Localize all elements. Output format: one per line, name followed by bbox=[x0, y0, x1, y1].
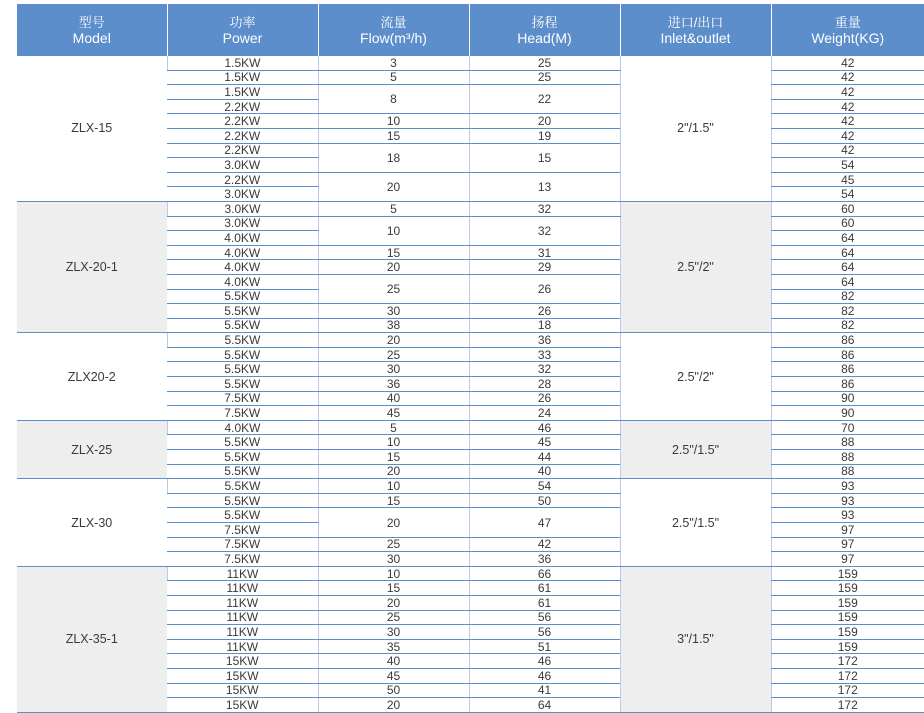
weight-cell: 42 bbox=[771, 128, 924, 143]
head-cell: 20 bbox=[469, 114, 620, 129]
inlet-outlet-cell: 2.5"/1.5" bbox=[620, 479, 771, 567]
weight-cell: 82 bbox=[771, 304, 924, 319]
power-cell: 5.5KW bbox=[167, 464, 318, 479]
weight-cell: 90 bbox=[771, 391, 924, 406]
flow-cell: 25 bbox=[318, 537, 469, 552]
head-cell: 26 bbox=[469, 304, 620, 319]
power-cell: 11KW bbox=[167, 610, 318, 625]
flow-cell: 25 bbox=[318, 610, 469, 625]
weight-cell: 64 bbox=[771, 260, 924, 275]
weight-cell: 45 bbox=[771, 172, 924, 187]
flow-cell: 10 bbox=[318, 216, 469, 245]
flow-cell: 20 bbox=[318, 333, 469, 348]
flow-cell: 35 bbox=[318, 639, 469, 654]
model-cell: ZLX20-2 bbox=[17, 333, 167, 421]
weight-cell: 42 bbox=[771, 114, 924, 129]
weight-cell: 86 bbox=[771, 347, 924, 362]
power-cell: 11KW bbox=[167, 566, 318, 581]
weight-cell: 64 bbox=[771, 245, 924, 260]
power-cell: 7.5KW bbox=[167, 523, 318, 538]
flow-cell: 30 bbox=[318, 625, 469, 640]
power-cell: 15KW bbox=[167, 654, 318, 669]
weight-cell: 86 bbox=[771, 377, 924, 392]
flow-cell: 25 bbox=[318, 347, 469, 362]
head-cell: 26 bbox=[469, 391, 620, 406]
head-cell: 22 bbox=[469, 85, 620, 114]
table-row bbox=[17, 479, 924, 494]
weight-cell: 82 bbox=[771, 289, 924, 304]
power-cell: 5.5KW bbox=[167, 347, 318, 362]
weight-cell: 86 bbox=[771, 362, 924, 377]
head-cell: 26 bbox=[469, 274, 620, 303]
power-cell: 15KW bbox=[167, 698, 318, 713]
head-cell: 28 bbox=[469, 377, 620, 392]
power-cell: 2.2KW bbox=[167, 99, 318, 114]
table-row bbox=[17, 201, 924, 216]
flow-cell: 20 bbox=[318, 260, 469, 275]
flow-cell: 20 bbox=[318, 595, 469, 610]
power-cell: 5.5KW bbox=[167, 508, 318, 523]
model-cell: ZLX-30 bbox=[17, 479, 167, 567]
flow-cell: 10 bbox=[318, 435, 469, 450]
flow-cell: 30 bbox=[318, 304, 469, 319]
power-cell: 3.0KW bbox=[167, 187, 318, 202]
power-cell: 2.2KW bbox=[167, 128, 318, 143]
inlet-outlet-cell: 2.5"/1.5" bbox=[620, 420, 771, 478]
model-cell: ZLX-25 bbox=[17, 420, 167, 478]
head-cell: 32 bbox=[469, 362, 620, 377]
table-row bbox=[17, 566, 924, 581]
power-cell: 5.5KW bbox=[167, 333, 318, 348]
head-cell: 32 bbox=[469, 216, 620, 245]
head-cell: 18 bbox=[469, 318, 620, 333]
weight-cell: 64 bbox=[771, 231, 924, 246]
header-head: 扬程 Head(M) bbox=[469, 4, 620, 56]
flow-cell: 36 bbox=[318, 377, 469, 392]
power-cell: 2.2KW bbox=[167, 172, 318, 187]
head-cell: 25 bbox=[469, 56, 620, 70]
head-cell: 46 bbox=[469, 420, 620, 435]
weight-cell: 54 bbox=[771, 158, 924, 173]
header-row bbox=[17, 4, 924, 56]
inlet-outlet-cell: 3"/1.5" bbox=[620, 566, 771, 712]
weight-cell: 70 bbox=[771, 420, 924, 435]
table-row bbox=[17, 420, 924, 435]
power-cell: 7.5KW bbox=[167, 537, 318, 552]
weight-cell: 42 bbox=[771, 143, 924, 158]
power-cell: 2.2KW bbox=[167, 114, 318, 129]
head-cell: 15 bbox=[469, 143, 620, 172]
flow-cell: 38 bbox=[318, 318, 469, 333]
head-cell: 32 bbox=[469, 201, 620, 216]
head-cell: 50 bbox=[469, 493, 620, 508]
power-cell: 3.0KW bbox=[167, 201, 318, 216]
inlet-outlet-cell: 2.5"/2" bbox=[620, 333, 771, 421]
power-cell: 7.5KW bbox=[167, 406, 318, 421]
flow-cell: 15 bbox=[318, 128, 469, 143]
weight-cell: 42 bbox=[771, 85, 924, 100]
weight-cell: 159 bbox=[771, 625, 924, 640]
head-cell: 13 bbox=[469, 172, 620, 201]
head-cell: 51 bbox=[469, 639, 620, 654]
weight-cell: 82 bbox=[771, 318, 924, 333]
head-cell: 64 bbox=[469, 698, 620, 713]
power-cell: 5.5KW bbox=[167, 362, 318, 377]
power-cell: 4.0KW bbox=[167, 231, 318, 246]
head-cell: 25 bbox=[469, 70, 620, 85]
weight-cell: 54 bbox=[771, 187, 924, 202]
weight-cell: 159 bbox=[771, 566, 924, 581]
power-cell: 5.5KW bbox=[167, 479, 318, 494]
head-cell: 56 bbox=[469, 625, 620, 640]
flow-cell: 10 bbox=[318, 114, 469, 129]
power-cell: 2.2KW bbox=[167, 143, 318, 158]
flow-cell: 10 bbox=[318, 479, 469, 494]
head-cell: 47 bbox=[469, 508, 620, 537]
flow-cell: 50 bbox=[318, 683, 469, 698]
flow-cell: 3 bbox=[318, 56, 469, 70]
weight-cell: 97 bbox=[771, 537, 924, 552]
head-cell: 33 bbox=[469, 347, 620, 362]
weight-cell: 60 bbox=[771, 201, 924, 216]
power-cell: 11KW bbox=[167, 625, 318, 640]
flow-cell: 20 bbox=[318, 698, 469, 713]
table-header bbox=[17, 4, 924, 56]
table-row bbox=[17, 333, 924, 348]
inlet-outlet-cell: 2.5"/2" bbox=[620, 201, 771, 332]
head-cell: 45 bbox=[469, 435, 620, 450]
weight-cell: 159 bbox=[771, 610, 924, 625]
header-weight: 重量 Weight(KG) bbox=[771, 4, 924, 56]
flow-cell: 30 bbox=[318, 552, 469, 567]
weight-cell: 172 bbox=[771, 683, 924, 698]
power-cell: 15KW bbox=[167, 668, 318, 683]
power-cell: 5.5KW bbox=[167, 377, 318, 392]
pump-spec-table bbox=[17, 4, 924, 713]
flow-cell: 25 bbox=[318, 274, 469, 303]
table-body bbox=[17, 56, 924, 712]
power-cell: 7.5KW bbox=[167, 552, 318, 567]
power-cell: 7.5KW bbox=[167, 391, 318, 406]
flow-cell: 10 bbox=[318, 566, 469, 581]
head-cell: 19 bbox=[469, 128, 620, 143]
weight-cell: 42 bbox=[771, 99, 924, 114]
weight-cell: 93 bbox=[771, 508, 924, 523]
flow-cell: 5 bbox=[318, 70, 469, 85]
power-cell: 4.0KW bbox=[167, 420, 318, 435]
head-cell: 61 bbox=[469, 581, 620, 596]
weight-cell: 93 bbox=[771, 479, 924, 494]
head-cell: 54 bbox=[469, 479, 620, 494]
weight-cell: 86 bbox=[771, 333, 924, 348]
power-cell: 1.5KW bbox=[167, 56, 318, 70]
model-cell: ZLX-35-1 bbox=[17, 566, 167, 712]
head-cell: 56 bbox=[469, 610, 620, 625]
power-cell: 5.5KW bbox=[167, 493, 318, 508]
power-cell: 4.0KW bbox=[167, 245, 318, 260]
head-cell: 66 bbox=[469, 566, 620, 581]
head-cell: 31 bbox=[469, 245, 620, 260]
head-cell: 36 bbox=[469, 333, 620, 348]
header-flow: 流量 Flow(m³/h) bbox=[318, 4, 469, 56]
power-cell: 1.5KW bbox=[167, 70, 318, 85]
power-cell: 5.5KW bbox=[167, 289, 318, 304]
power-cell: 11KW bbox=[167, 639, 318, 654]
weight-cell: 172 bbox=[771, 654, 924, 669]
power-cell: 3.0KW bbox=[167, 158, 318, 173]
flow-cell: 5 bbox=[318, 201, 469, 216]
weight-cell: 172 bbox=[771, 698, 924, 713]
weight-cell: 159 bbox=[771, 639, 924, 654]
weight-cell: 42 bbox=[771, 70, 924, 85]
power-cell: 5.5KW bbox=[167, 435, 318, 450]
weight-cell: 88 bbox=[771, 450, 924, 465]
weight-cell: 88 bbox=[771, 435, 924, 450]
header-model: 型号 Model bbox=[17, 4, 167, 56]
weight-cell: 64 bbox=[771, 274, 924, 289]
power-cell: 15KW bbox=[167, 683, 318, 698]
power-cell: 3.0KW bbox=[167, 216, 318, 231]
weight-cell: 172 bbox=[771, 668, 924, 683]
head-cell: 36 bbox=[469, 552, 620, 567]
head-cell: 46 bbox=[469, 654, 620, 669]
weight-cell: 97 bbox=[771, 552, 924, 567]
flow-cell: 45 bbox=[318, 668, 469, 683]
head-cell: 44 bbox=[469, 450, 620, 465]
header-inlet-outlet: 进口/出口 Inlet&outlet bbox=[620, 4, 771, 56]
power-cell: 5.5KW bbox=[167, 450, 318, 465]
model-cell: ZLX-15 bbox=[17, 56, 167, 201]
head-cell: 24 bbox=[469, 406, 620, 421]
inlet-outlet-cell: 2"/1.5" bbox=[620, 56, 771, 201]
flow-cell: 20 bbox=[318, 172, 469, 201]
flow-cell: 15 bbox=[318, 450, 469, 465]
flow-cell: 15 bbox=[318, 245, 469, 260]
flow-cell: 40 bbox=[318, 391, 469, 406]
head-cell: 41 bbox=[469, 683, 620, 698]
weight-cell: 90 bbox=[771, 406, 924, 421]
flow-cell: 15 bbox=[318, 581, 469, 596]
weight-cell: 42 bbox=[771, 56, 924, 70]
weight-cell: 88 bbox=[771, 464, 924, 479]
weight-cell: 159 bbox=[771, 595, 924, 610]
table-row bbox=[17, 56, 924, 70]
weight-cell: 97 bbox=[771, 523, 924, 538]
head-cell: 29 bbox=[469, 260, 620, 275]
power-cell: 11KW bbox=[167, 581, 318, 596]
weight-cell: 60 bbox=[771, 216, 924, 231]
power-cell: 4.0KW bbox=[167, 274, 318, 289]
flow-cell: 30 bbox=[318, 362, 469, 377]
head-cell: 40 bbox=[469, 464, 620, 479]
weight-cell: 93 bbox=[771, 493, 924, 508]
flow-cell: 15 bbox=[318, 493, 469, 508]
flow-cell: 40 bbox=[318, 654, 469, 669]
head-cell: 42 bbox=[469, 537, 620, 552]
flow-cell: 18 bbox=[318, 143, 469, 172]
flow-cell: 45 bbox=[318, 406, 469, 421]
power-cell: 1.5KW bbox=[167, 85, 318, 100]
flow-cell: 20 bbox=[318, 464, 469, 479]
model-cell: ZLX-20-1 bbox=[17, 201, 167, 332]
head-cell: 61 bbox=[469, 595, 620, 610]
flow-cell: 20 bbox=[318, 508, 469, 537]
power-cell: 4.0KW bbox=[167, 260, 318, 275]
header-power: 功率 Power bbox=[167, 4, 318, 56]
power-cell: 11KW bbox=[167, 595, 318, 610]
power-cell: 5.5KW bbox=[167, 304, 318, 319]
power-cell: 5.5KW bbox=[167, 318, 318, 333]
flow-cell: 5 bbox=[318, 420, 469, 435]
flow-cell: 8 bbox=[318, 85, 469, 114]
head-cell: 46 bbox=[469, 668, 620, 683]
weight-cell: 159 bbox=[771, 581, 924, 596]
